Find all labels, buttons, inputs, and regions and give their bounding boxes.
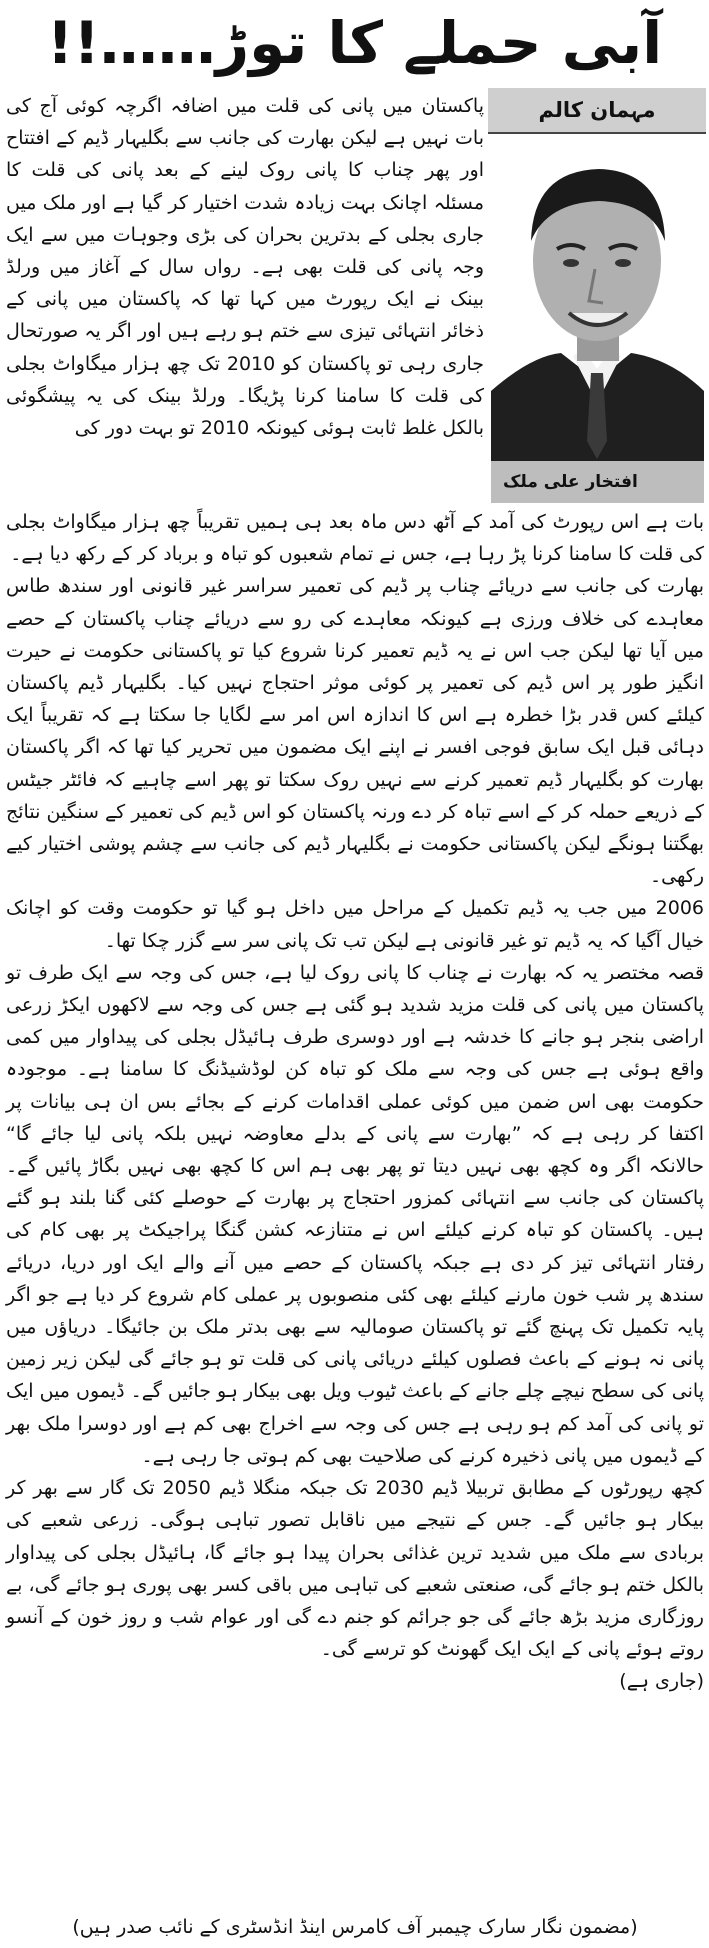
continued-marker: (جاری ہے) — [619, 1670, 704, 1693]
author-portrait-image — [491, 141, 704, 461]
author-name-caption: افتخار علی ملک — [491, 461, 704, 503]
lead-text: پاکستان میں پانی کی قلت میں اضافہ اگرچہ کوئی آج کی بات نہیں ہے لیکن بھارت کی جانب سے بگلیہار ڈیم کے افتتاح اور پھر چناب کا پانی روک لینے کے بعد پانی کی قلت کا مسئلہ اچانک بہت زیادہ شدت اختیار کر گیا ہے اور ملک میں جاری بجلی کے بدترین بحران کی بڑی وجوہات میں سے ایک وجہ پانی کی قلت بھی ہے۔ رواں سال کے آغاز میں ورلڈ بینک نے ایک رپورٹ میں کہا تھا کہ پاکستان میں پانی کے ذخائر انتہائی تیزی سے ختم ہو رہے ہیں اور اگر یہ صورتحال جاری رہی تو پاکستان کو 2010 تک چھ ہزار میگاواٹ بجلی کی قلت کا سامنا کرنا پڑیگا۔ ورلڈ بینک کی یہ پیشگوئی بالکل غلط ثابت ہوئی کیونکہ 2010 تو بہت دور کی — [6, 95, 485, 440]
headline: آبی حملے کا توڑ……!! — [46, 9, 663, 77]
lead-paragraph — [6, 90, 484, 444]
author-photo — [491, 141, 704, 461]
paragraph: بات ہے اس رپورٹ کی آمد کے آٹھ دس ماہ بعد ہی ہمیں تقریباً چھ ہزار میگاواٹ بجلی کی قلت کا سامنا کرنا پڑ رہا ہے، جس نے تمام شعبوں کو تباہ و برباد کر کے رکھ دیا ہے۔ — [6, 511, 704, 566]
paragraph: 2006 میں جب یہ ڈیم تکمیل کے مراحل میں داخل ہو گیا تو حکومت وقت کو اچانک خیال آگیا کہ یہ ڈیم تو غیر قانونی ہے لیکن تب تک پانی سر سے گزر چکا تھا۔ — [6, 897, 704, 952]
author-footnote: (مضمون نگار سارک چیمبر آف کامرس اینڈ انڈسٹری کے نائب صدر ہیں) — [72, 1916, 638, 1938]
paragraph: قصہ مختصر یہ کہ بھارت نے چناب کا پانی روک لیا ہے، جس کی وجہ سے ایک طرف تو پاکستان میں پانی کی قلت مزید شدید ہو گئی ہے جس کی وجہ سے لاکھوں ایکڑ زرعی اراضی بنجر ہو جانے کا خدشہ ہے اور دوسری طرف ہائیڈل بجلی کی پیداوار میں کمی واقع ہوئی ہے جس کی وجہ سے ملک کو تباہ کن لوڈشیڈنگ کا سامنا ہے۔ موجودہ حکومت بھی اس ضمن میں کوئی عملی اقدامات کرنے کے بجائے بس ان ہی بیانات پر اکتفا کر رہی ہے کہ ”بھارت سے پانی کے بدلے معاوضہ نہیں بلکہ پانی لیا جائے گا“ حالانکہ اگر وہ کچھ بھی نہیں دیتا تو پھر بھی ہم اس کا کچھ بھی نہیں بگاڑ پائیں گے۔ پاکستان کی جانب سے انتہائی کمزور احتجاج پر بھارت کے حوصلے کئی گنا بلند ہو گئے ہیں۔ پاکستان کو تباہ کرنے کیلئے اس نے متنازعہ کشن گنگا پراجیکٹ پر بھی کام کی رفتار انتہائی تیز کر دی ہے جبکہ پاکستان کے حصے میں آنے والے ایک اور دریا، دریائے سندھ پر شب خون مارنے کیلئے بھی کئی منصوبوں پر عملی کام شروع کر دیا ہے جو اگر پایہ تکمیل تک پہنچ گئے تو پاکستان صومالیہ سے بھی بدتر ملک بن جائیگا۔ دریاؤں میں پانی نہ ہونے کے باعث فصلوں کیلئے دریائی پانی کی قلت تو ہو جائے گی لیکن زیر زمین پانی کی سطح نیچے چلے جانے کے باعث ٹیوب ویل بھی بیکار ہو جائیں گے۔ ڈیموں میں ایک تو پانی کی آمد کم ہو رہی ہے جس کی وجہ سے اخراج بھی کم ہے اور دوسرا ملک بھر کے ڈیموں میں پانی ذخیرہ کرنے کی صلاحیت بھی کم ہوتی جا رہی ہے۔ — [6, 961, 704, 1467]
paragraph: کچھ رپورٹوں کے مطابق تربیلا ڈیم 2030 تک جبکہ منگلا ڈیم 2050 تک گار سے بھر کر بیکار ہو جائیں گے۔ جس کے نتیجے میں ناقابل تصور تباہی ہوگی۔ زرعی شعبے کی بربادی سے ملک میں شدید ترین غذائی بحران پیدا ہو جائے گا، ہائیڈل بجلی کی پیداوار بالکل ختم ہو جائے گی، صنعتی شعبے کی تباہی میں باقی کسر بھی پوری ہو جائے گی، بے روزگاری مزید بڑھ جائے گی جو جرائم کو جنم دے گی اور عوام شب و روز خون کے آنسو روتے ہوئے پانی کے ایک ایک گھونٹ کو ترسے گی۔ — [6, 1477, 705, 1661]
paragraph: بھارت کی جانب سے دریائے چناب پر ڈیم کی تعمیر سراسر غیر قانونی اور سندھ طاس معاہدے کی خلاف ورزی ہے کیونکہ معاہدے کی رو سے دریائے چناب پاکستان کے حصے میں آیا تھا لیکن جب اس نے یہ ڈیم تعمیر کرنا شروع کیا تو پاکستانی حکومت نے حیرت انگیز طور پر اس ڈیم کی تعمیر پر کوئی موثر احتجاج نہیں کیا۔ بگلیہار ڈیم پاکستان کیلئے کس قدر بڑا خطرہ ہے اس کا اندازہ اس امر سے لگایا جا سکتا ہے کہ تقریباً ایک دہائی قبل ایک سابق فوجی افسر نے اپنے ایک مضمون میں تحریر کیا تھا کہ اگر پاکستان بھارت کو بگلیہار ڈیم تعمیر کرنے سے نہیں روک سکتا تو پھر اسے چاہیے کہ فائٹر جیٹس کے ذریعے حملہ کر کے اسے تباہ کر دے ورنہ پاکستان کو اس ڈیم کی تعمیر کے سنگین نتائج بھگتنا ہونگے لیکن پاکستانی حکومت نے بگلیہار ڈیم کی جانب سے چشم پوشی اختیار کیے رکھی۔ — [6, 575, 704, 888]
article-body — [6, 506, 704, 1698]
section-label: مہمان کالم — [488, 88, 706, 134]
